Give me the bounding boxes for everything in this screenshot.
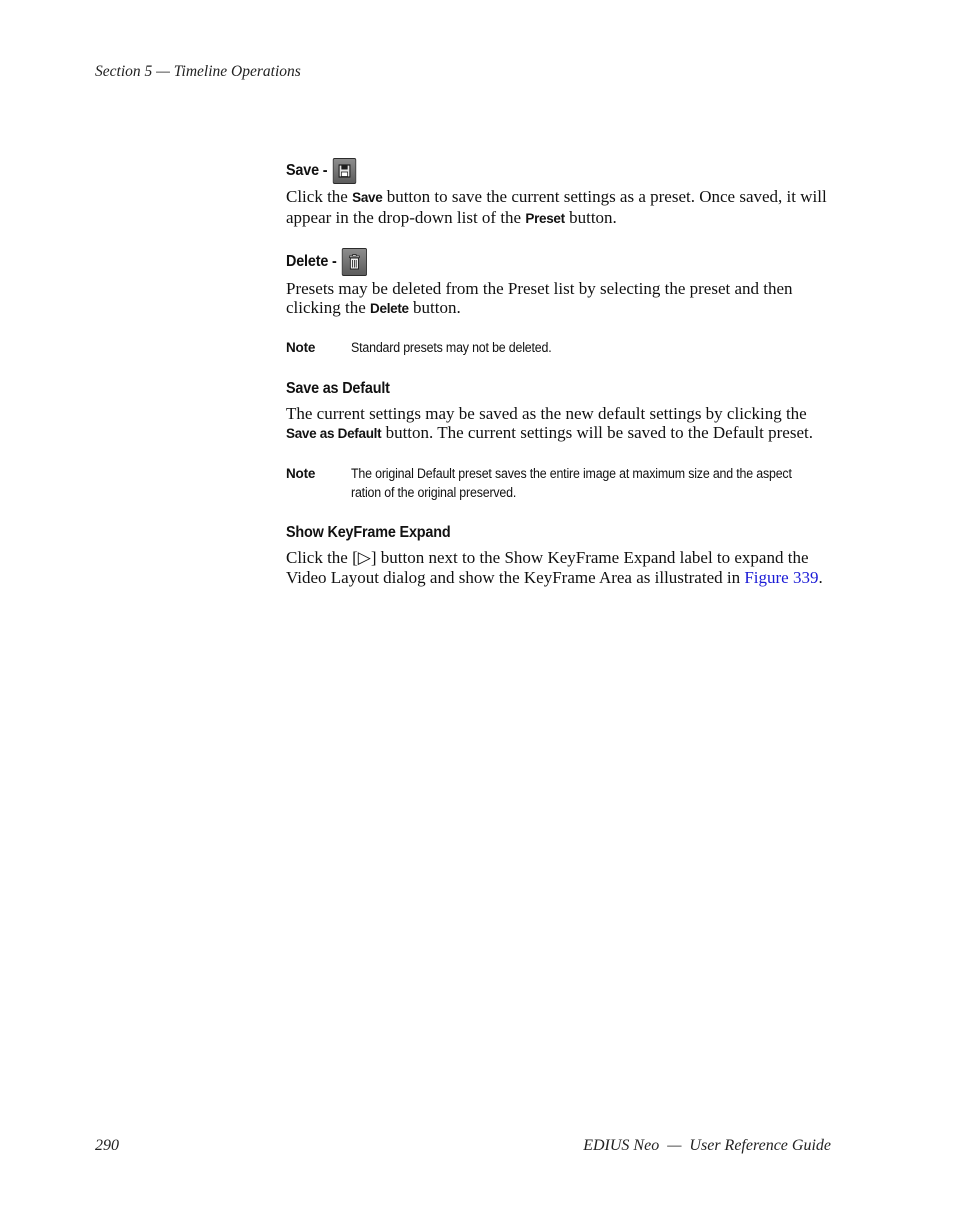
note-label: Note — [286, 466, 316, 482]
floppy-disk-icon — [333, 158, 356, 184]
note-label: Note — [286, 340, 316, 356]
expand-triangle-glyph: ▷ — [357, 548, 371, 568]
save-as-default-keyword: Save as Default — [286, 426, 382, 442]
show-keyframe-expand-heading: Show KeyFrame Expand — [286, 524, 451, 542]
note-original-default — [286, 465, 834, 502]
guide-title: EDIUS Neo — User Reference Guide — [583, 1137, 831, 1154]
save-heading — [286, 158, 779, 184]
delete-keyword: Delete — [370, 301, 409, 317]
save-section — [286, 158, 834, 229]
note-text: Standard presets may not be deleted. — [351, 340, 552, 356]
save-keyword: Save — [352, 190, 383, 205]
delete-description: Presets may be deleted from the Preset list by selecting the preset and then clicking the Delete button. — [286, 278, 793, 318]
show-keyframe-expand-section — [286, 524, 834, 588]
note-text: The original Default preset saves the entire image at maximum size and the aspect ration of the original preserved. — [351, 466, 792, 500]
save-as-default-section — [286, 380, 834, 445]
show-keyframe-expand-description: Click the [▷] button next to the Show KeyFrame Expand label to expand the Video Layout dialog and show the KeyFrame Area as illustrated in Figure 339. — [286, 548, 823, 588]
note-standard-presets — [286, 339, 834, 358]
save-description: Click the Save button to save the current settings as a preset. Once saved, it will appear in the drop-down list of the Preset button. — [286, 187, 827, 227]
delete-section — [286, 248, 834, 320]
page-content — [286, 158, 834, 588]
save-as-default-description: The current settings may be saved as the new default settings by clicking the Save as Default button. The current settings will be saved to the Default preset. — [286, 403, 813, 443]
save-heading-text: Save - — [286, 162, 328, 179]
running-header: Section 5 — Timeline Operations — [95, 63, 301, 80]
preset-keyword: Preset — [525, 210, 565, 226]
delete-heading-text: Delete - — [286, 252, 337, 270]
trash-icon — [342, 248, 367, 276]
save-as-default-heading: Save as Default — [286, 379, 390, 397]
page-number: 290 — [95, 1137, 119, 1154]
figure-339-link[interactable]: Figure 339 — [744, 568, 819, 588]
delete-heading — [286, 248, 779, 276]
